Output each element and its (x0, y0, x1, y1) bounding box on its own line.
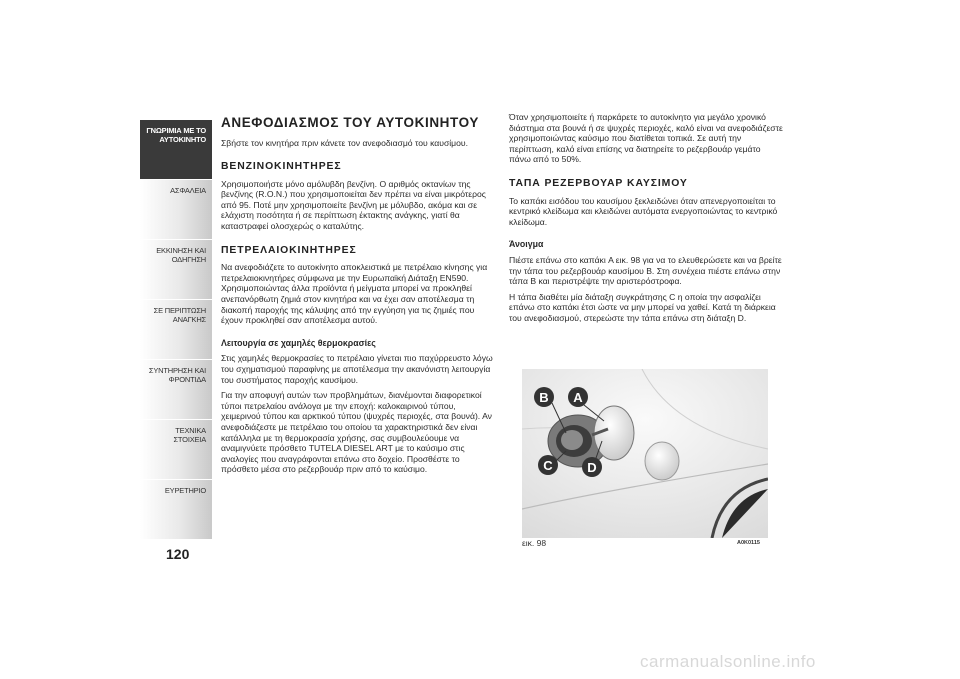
page-title: ΑΝΕΦΟΔΙΑΣΜΟΣ ΤΟΥ ΑΥΤΟΚΙΝΗΤΟΥ (221, 115, 479, 130)
figure-caption: εικ. 98 (522, 538, 547, 548)
figure-code: A0K0115 (737, 540, 760, 546)
mountain-text: Όταν χρησιμοποιείτε ή παρκάρετε το αυτοκίνητο για μεγάλο χρονικό διάστημα στα βουνά ή σε ψυχρές περιοχές, καλό είναι να ανεφοδιάζεστε χρησιμοποιώντας καύσιμο που διατίθεται τοπικά. Σε αυτή την περίπτωση, καλό είναι επίσης να διατηρείτε το ρεζερβουάρ γεμάτο πάνω από το 50%. (509, 112, 783, 165)
tab-safety[interactable]: ΑΣΦΑΛΕΙΑ (140, 180, 212, 240)
low-temp-paragraph-1: Στις χαμηλές θερμοκρασίες το πετρέλαιο γίνεται πιο παχύρρευστο λόγω του σχηματισμού παραφίνης με αποτέλεσμα την ακανόνιστη λειτουργία του συστήματος παροχής καυσίμου. (221, 353, 493, 385)
petrol-text: Χρησιμοποιήστε μόνο αμόλυβδη βενζίνη. Ο αριθμός οκτανίων της βενζίνης (R.O.N.) που χρησιμοποιείται δεν πρέπει να είναι μικρότερος από 95. Ποτέ μην χρησιμοποιείτε βενζίνη με μόλυβδο, ακόμα και σε ελάχιστη ποσότητα ή σε περίπτωση έκτακτης ανάγκης, γιατί θα καταστραφεί ολοσχερώς ο καταλύτης. (221, 178, 486, 232)
fuel-cap-figure (522, 369, 768, 538)
opening-paragraph-1: Πιέστε επάνω στο καπάκι A εικ. 98 για να το ελευθερώσετε και να βρείτε την τάπα του ρεζερβουάρ καυσίμου B. Στη συνέχεια πιέστε επάνω στην τάπα B και περιστρέψτε την αριστερόστροφα. (509, 254, 782, 287)
label-a: A (573, 390, 583, 405)
diesel-heading: ΠΕΤΡΕΛΑΙΟΚΙΝΗΤΗΡΕΣ (221, 244, 357, 256)
tab-technical-data[interactable]: ΤΕΧΝΙΚΑ ΣΤΟΙΧΕΙΑ (140, 420, 212, 480)
right-column (509, 112, 784, 329)
petrol-heading: ΒΕΝΖΙΝΟΚΙΝΗΤΗΡΕΣ (221, 161, 342, 173)
tab-getting-to-know[interactable]: ΓΝΩΡΙΜΙΑ ΜΕ ΤΟ ΑΥΤΟΚΙΝΗΤΟ (140, 120, 212, 180)
fuel-cap-illustration (522, 369, 768, 538)
diesel-text: Να ανεφοδιάζετε το αυτοκίνητο αποκλειστικά με πετρέλαιο κίνησης για πετρελαιοκινητήρες σύμφωνα με την Ευρωπαϊκή Διάταξη EN590. Χρησιμοποιώντας άλλα προϊόντα ή μείγματα μπορεί να προκληθεί ανεπανόρθωτη ζημιά στον κινητήρα και να έχει σαν αποτέλεσμα τη διακοπή παροχής της κάλυψης από την εγγύηση για τις ζημιές που έχουν προκληθεί σαν αποτέλεσμα αυτού. (221, 262, 488, 326)
low-temp-heading: Λειτουργία σε χαμηλές θερμοκρασίες (221, 337, 376, 348)
intro-text: Σβήστε τον κινητήρα πριν κάνετε τον ανεφοδιασμό του καυσίμου. (221, 137, 469, 148)
opening-heading: Άνοιγμα (509, 239, 544, 250)
low-temp-paragraph-2: Για την αποφυγή αυτών των προβλημάτων, διανέμονται διαφορετικοί τύποι πετρελαίου ανάλογα με την εποχή: καλοκαιρινού τύπου, χειμερινού τύπου και αρκτικού τύπου (ψυχρές περιοχές, στα βουνά). Αν ανεφοδιάζεστε με πετρέλαιο του οποίου τα χαρακτηριστικά δεν είναι κατάλληλα με τη θερμοκρασία χρήσης, σας συμβουλεύουμε να αναμιγνύετε πρόσθετο TUTELA DIESEL ART με το καύσιμο στις αναλογίες που αναγράφονται επάνω στο δοχείο. Προσθέστε το πρόσθετο μέσα στο ρεζερβουάρ πριν από το καύσιμο. (221, 390, 492, 475)
page-number: 120 (166, 546, 190, 562)
fuel-cap-heading: ΤΑΠΑ ΡΕΖΕΡΒΟΥΑΡ ΚΑΥΣΙΜΟΥ (509, 177, 688, 189)
tab-emergency[interactable]: ΣΕ ΠΕΡΙΠΤΩΣΗ ΑΝΑΓΚΗΣ (140, 300, 212, 360)
tab-maintenance[interactable]: ΣΥΝΤΗΡΗΣΗ ΚΑΙ ΦΡΟΝΤΙΔΑ (140, 360, 212, 420)
tab-starting-driving[interactable]: ΕΚΚΙΝΗΣΗ ΚΑΙ ΟΔΗΓΗΣΗ (140, 240, 212, 300)
label-b: B (539, 390, 549, 405)
chapter-sidebar (140, 120, 212, 540)
label-d: D (587, 460, 597, 475)
label-c: C (543, 458, 553, 473)
tab-index[interactable]: ΕΥΡΕΤΗΡΙΟ (140, 480, 212, 540)
left-column (221, 112, 493, 480)
fuel-cap-text: Το καπάκι εισόδου του καυσίμου ξεκλειδώνει όταν απενεργοποιείται το κεντρικό κλείδωμα και κλειδώνει αυτόματα ενεργοποιώντας το κεντρικό κλείδωμα. (509, 195, 778, 227)
watermark: carmanualsonline.info (640, 652, 816, 671)
opening-paragraph-2: Η τάπα διαθέτει μία διάταξη συγκράτησης C η οποία την ασφαλίζει επάνω στο καπάκι έτσι ώστε να μην μπορεί να χαθεί. Κατά τη διάρκεια του ανεφοδιασμού, στερεώστε την τάπα επάνω στη διάταξη D. (509, 291, 776, 323)
